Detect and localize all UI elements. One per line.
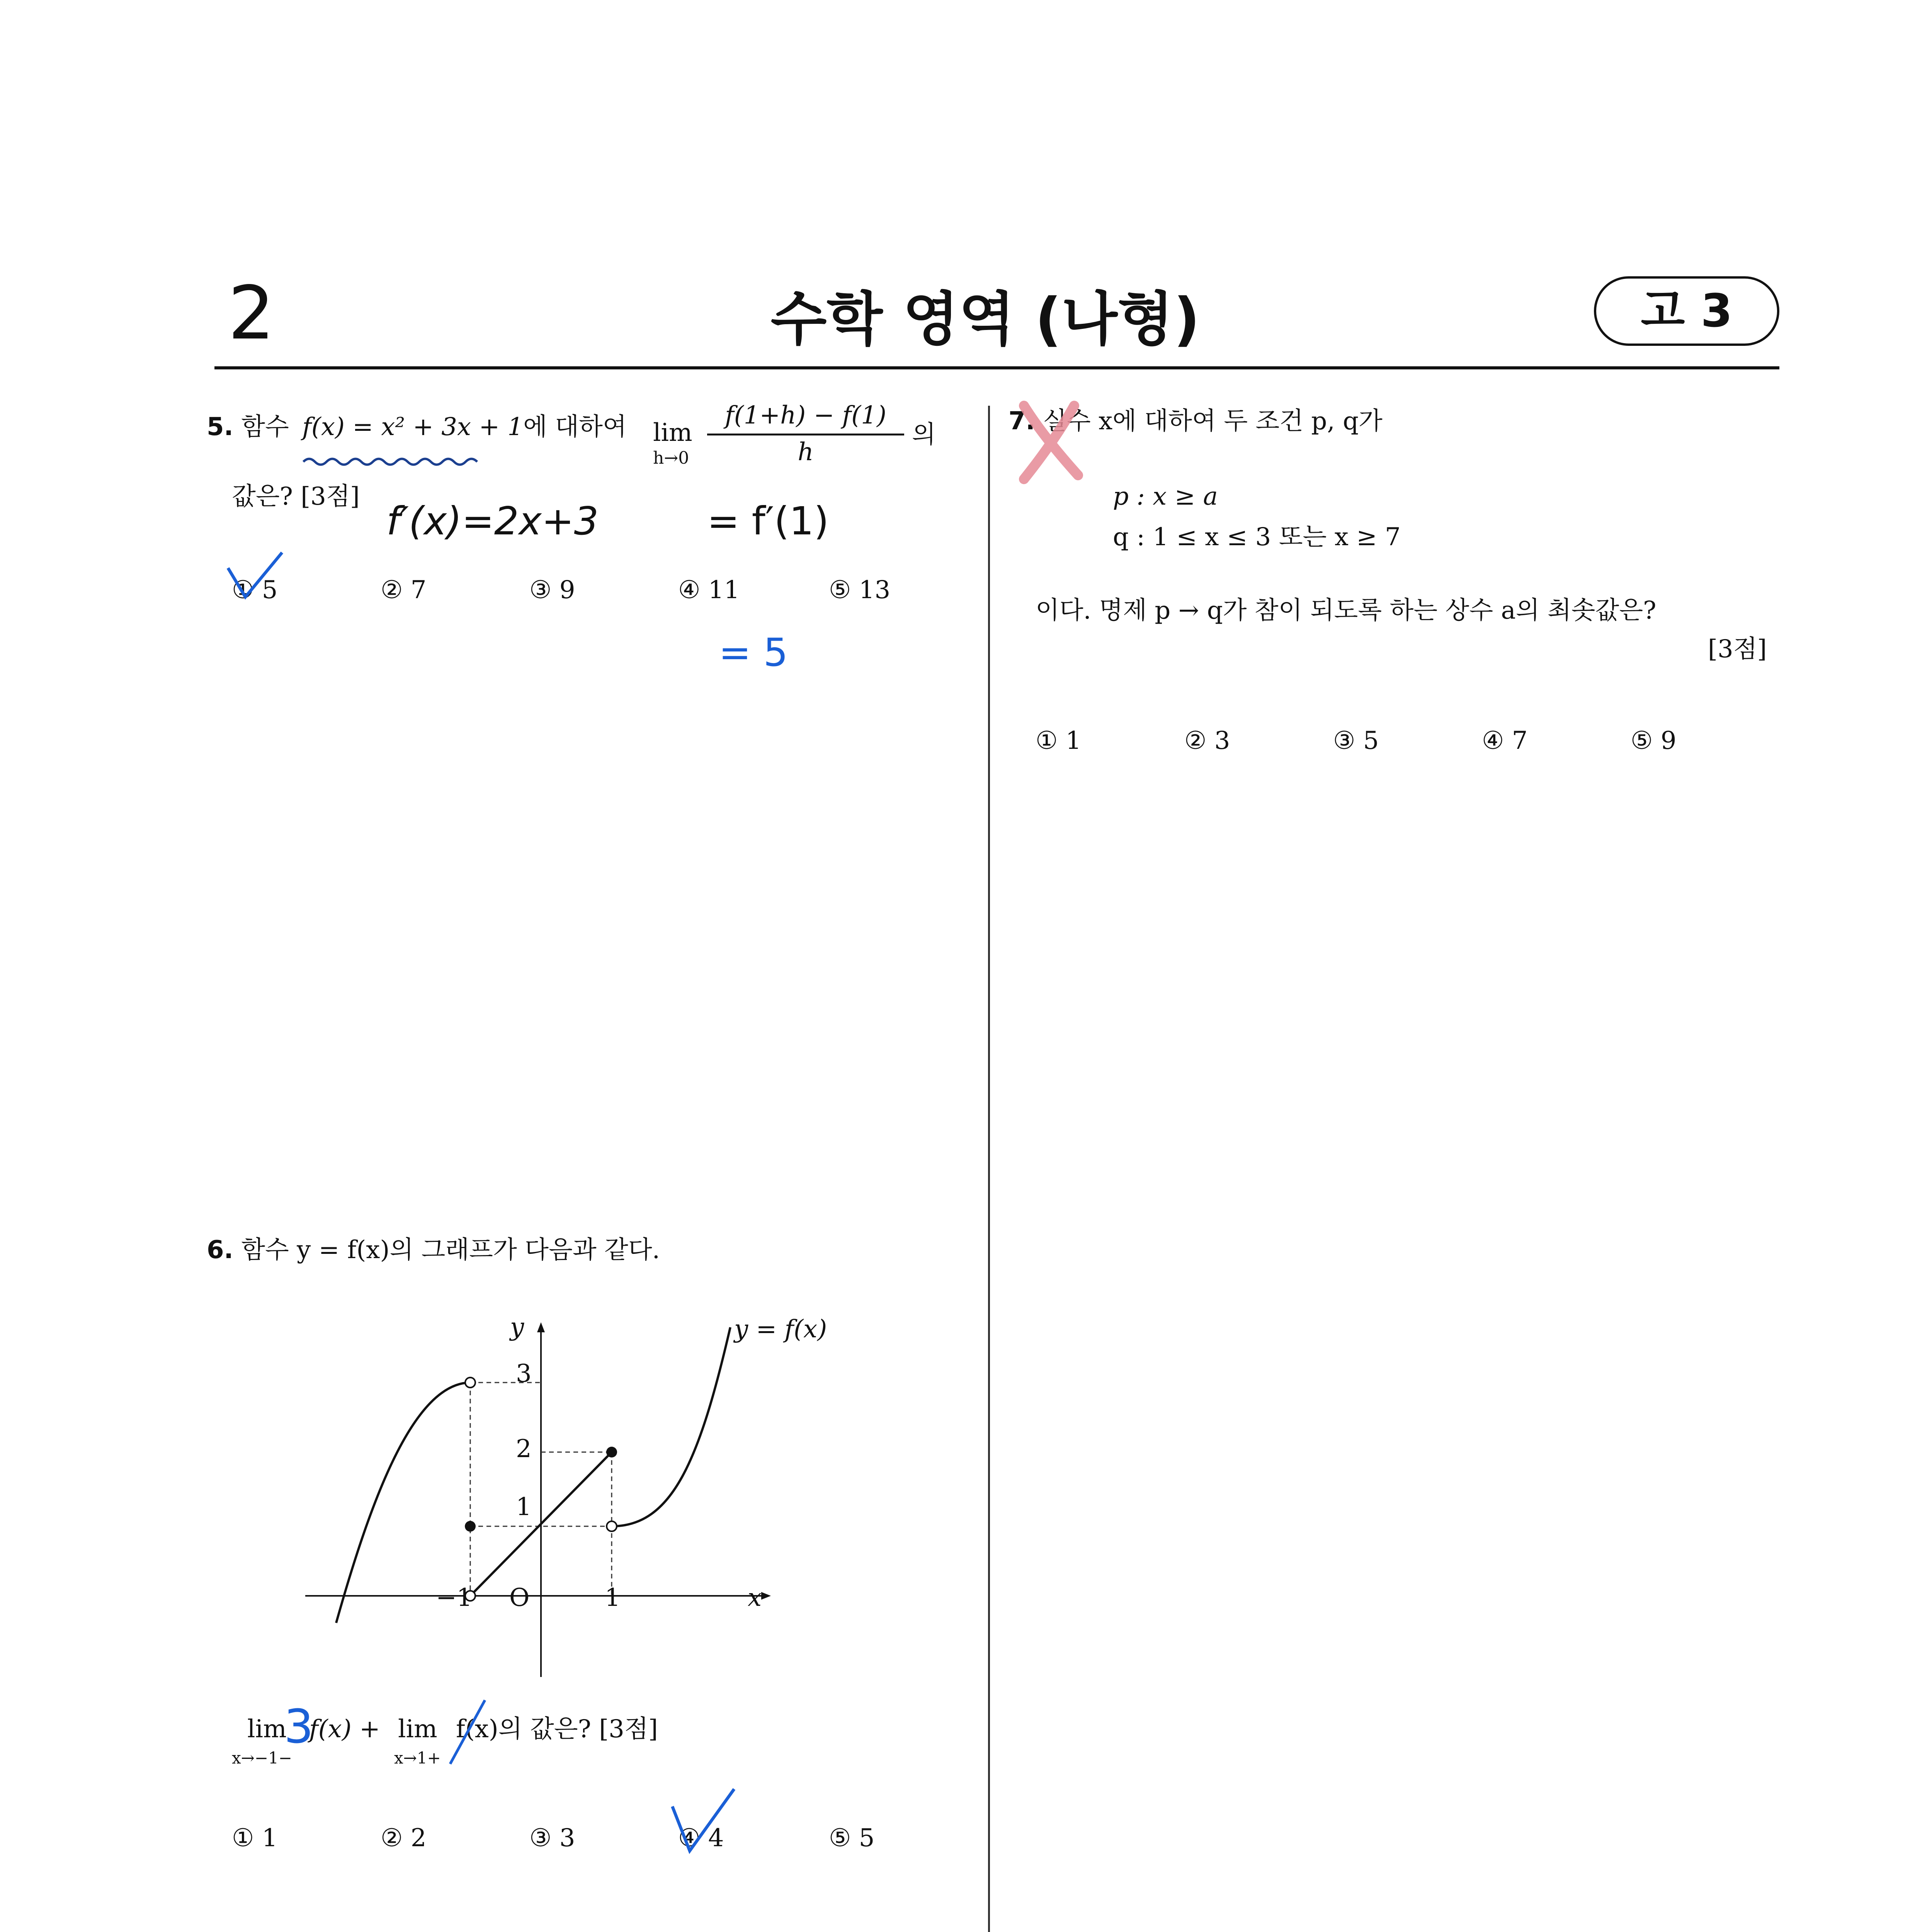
question-7-text: 실수 x에 대하여 두 조건 p, q가 [1043, 407, 1383, 435]
question-7-number: 7. [1009, 407, 1035, 435]
condition-p: p : x ≥ a [1113, 482, 1218, 511]
page-number: 2 [228, 270, 275, 356]
question-7-points: [3점] [1708, 635, 1767, 663]
header-rule [214, 366, 1779, 369]
closed-point [465, 1521, 476, 1532]
q6-lim1-sub: x→−1− [232, 1748, 292, 1767]
x-axis-arrow-icon [761, 1592, 771, 1600]
question-6-text: 함수 y = f(x)의 그래프가 다음과 같다. [241, 1236, 660, 1264]
condition-q: q : 1 ≤ x ≤ 3 또는 x ≥ 7 [1113, 523, 1401, 551]
question-6-number: 6. [207, 1236, 233, 1264]
q6-lim1: lim [247, 1715, 287, 1743]
q6-f2: f(x)의 값은? [3점] [456, 1715, 658, 1743]
question-5-line2: 값은? [3점] [232, 482, 360, 511]
graph-origin-label: O [509, 1583, 530, 1612]
question-5-number: 5. [207, 413, 233, 441]
graph-curve-label: y = f(x) [734, 1315, 827, 1344]
graph-x-tick-1: 1 [605, 1583, 621, 1612]
check-mark-icon [668, 1785, 738, 1855]
question-5-prefix: 함수 [241, 413, 289, 441]
question-7-choice-3[interactable]: ③ 5 [1333, 726, 1379, 755]
question-5-choice-5[interactable]: ⑤ 13 [829, 576, 891, 604]
question-5-middle: 에 대하여 [523, 413, 627, 441]
graph-y-tick-3: 3 [516, 1359, 532, 1388]
question-7-line2: 이다. 명제 p → q가 참이 되도록 하는 상수 a의 최솟값은? [1036, 596, 1656, 625]
handwriting-eq1: = f′(1) [707, 498, 829, 544]
question-6-line1 [207, 1233, 660, 1267]
slash-mark-icon [444, 1696, 491, 1770]
grade-badge: 고 3 [1594, 276, 1779, 346]
question-6-choice-1[interactable]: ① 1 [232, 1824, 278, 1852]
question-5-choice-1[interactable]: ① 5 [232, 576, 278, 604]
question-5-suffix: 의 [912, 420, 936, 449]
handwriting-eq2: = 5 [719, 630, 788, 675]
page-title: 수학 영역 (나형) [770, 286, 1200, 353]
question-6-choice-4[interactable]: ④ 4 [678, 1824, 724, 1852]
question-5-denominator: h [798, 438, 814, 466]
question-7-choice-2[interactable]: ② 3 [1184, 726, 1230, 755]
question-5-lim-sub: h→0 [653, 448, 689, 468]
q6-lim2-sub: x→1+ [394, 1748, 441, 1767]
column-divider [988, 406, 990, 1932]
question-6-choice-5[interactable]: ⑤ 5 [829, 1824, 875, 1852]
question-7-choice-1[interactable]: ① 1 [1036, 726, 1082, 755]
x-mark-icon [1012, 398, 1090, 487]
question-5-numerator: f(1+h) − f(1) [725, 401, 886, 430]
graph-y-tick-1: 1 [516, 1493, 532, 1521]
right-curve [612, 1327, 730, 1526]
question-6-choice-3[interactable]: ③ 3 [529, 1824, 575, 1852]
graph-x-label: x [748, 1583, 762, 1612]
wavy-underline [301, 454, 487, 469]
graph-y-tick-2: 2 [516, 1435, 532, 1463]
question-7-choice-5[interactable]: ⑤ 9 [1631, 726, 1677, 755]
question-5-choice-4[interactable]: ④ 11 [678, 576, 740, 604]
q6-f1: f(x) + [309, 1715, 380, 1743]
question-7-choice-4[interactable]: ④ 7 [1482, 726, 1528, 755]
handwriting-derivative: f′(x)=2x+3 [386, 498, 599, 544]
question-5-choice-2[interactable]: ② 7 [381, 576, 427, 604]
check-mark-icon [224, 549, 286, 603]
function-graph [301, 1314, 850, 1681]
y-axis-arrow-icon [537, 1322, 545, 1332]
open-point [465, 1378, 475, 1388]
question-5-lim: lim [653, 418, 692, 447]
handwriting-three: 3 [284, 1700, 314, 1754]
q6-lim2: lim [398, 1715, 437, 1743]
graph-x-tick-neg1: −1 [436, 1583, 473, 1612]
graph-y-label: y [510, 1313, 524, 1342]
open-point [607, 1521, 617, 1531]
question-5-function: f(x) = x² + 3x + 1 [302, 413, 524, 441]
closed-point [606, 1447, 617, 1458]
question-6-choice-2[interactable]: ② 2 [381, 1824, 427, 1852]
question-5-choice-3[interactable]: ③ 9 [529, 576, 575, 604]
question-5-line1 [207, 410, 627, 444]
